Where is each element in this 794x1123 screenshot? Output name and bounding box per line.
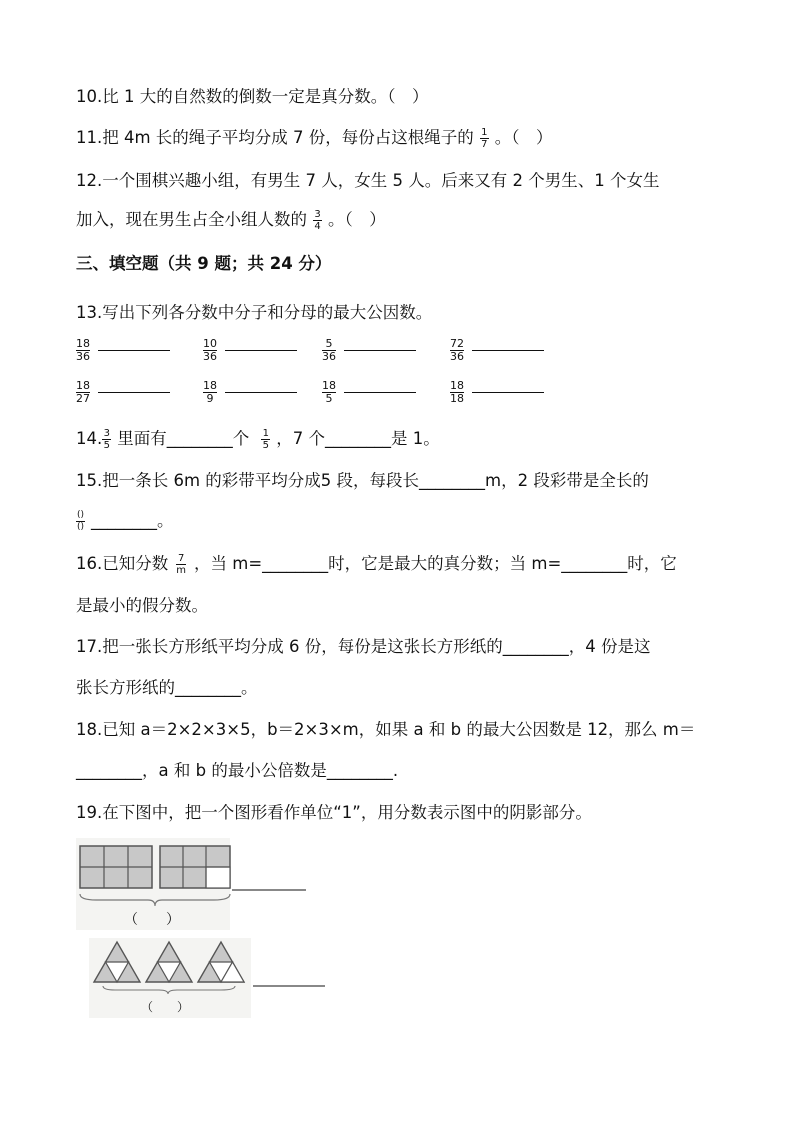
fraction-3-5 xyxy=(102,428,111,451)
fraction-numerator: 5 xyxy=(325,337,333,350)
question-17-line-1 xyxy=(76,636,650,658)
q13-item-7 xyxy=(322,380,416,405)
figure-triangles xyxy=(89,938,329,1022)
question-11 xyxy=(76,127,553,150)
fraction-denominator: 18 xyxy=(450,392,464,405)
question-17-text-2: 张长方形纸的________。 xyxy=(76,678,258,697)
answer-blank[interactable] xyxy=(472,350,544,351)
fraction-denominator: 27 xyxy=(76,392,90,405)
fraction-numerator: 18 xyxy=(322,379,336,392)
fraction-denominator: 36 xyxy=(203,350,217,363)
fraction-denominator: 9 xyxy=(206,392,214,405)
fraction-numerator: 18 xyxy=(203,379,217,392)
rectangles-figure xyxy=(76,838,312,930)
figure-rectangles xyxy=(76,838,312,934)
fraction-numerator: 10 xyxy=(203,337,217,350)
fraction-numerator: 1 xyxy=(481,127,488,138)
triangles-figure xyxy=(89,938,329,1018)
question-12-text: 12.一个围棋兴趣小组，有男生 7 人，女生 5 人。后来又有 2 个男生、1 个女生 xyxy=(76,171,660,190)
rectangle-2 xyxy=(160,846,230,888)
fraction-numerator: 18 xyxy=(76,379,90,392)
fraction-7-m xyxy=(176,553,186,576)
question-14 xyxy=(76,428,440,451)
question-12-answer-paren: 。（ ） xyxy=(328,210,386,229)
rectangle-1 xyxy=(80,846,152,888)
fraction-denominator: 36 xyxy=(322,350,336,363)
fraction-numerator: 18 xyxy=(450,379,464,392)
fraction-numerator: 1 xyxy=(262,428,269,439)
fraction-numerator: 7 xyxy=(177,553,185,564)
question-12-text-2: 加入，现在男生占全小组人数的 xyxy=(76,210,307,229)
question-16-line-2 xyxy=(76,595,208,617)
question-19 xyxy=(76,802,592,824)
fraction-denominator: 5 xyxy=(325,392,333,405)
question-15-answer-blank[interactable]: ________。 xyxy=(91,511,174,530)
question-17-line-2 xyxy=(76,677,258,699)
question-18-line-1 xyxy=(76,719,695,741)
fraction-numerator: 3 xyxy=(314,209,321,220)
q13-item-4 xyxy=(450,338,544,363)
question-12-line-1 xyxy=(76,170,659,192)
fraction-numerator: 3 xyxy=(103,428,110,439)
section-3-title-text: 三、填空题（共 9 题；共 24 分） xyxy=(76,254,332,273)
fraction-denominator: 5 xyxy=(262,440,269,451)
answer-blank[interactable] xyxy=(225,392,297,393)
fraction-denominator: 36 xyxy=(76,350,90,363)
question-15-line-1 xyxy=(76,470,649,492)
question-19-text: 19.在下图中，把一个图形看作单位“1”，用分数表示图中的阴影部分。 xyxy=(76,803,592,822)
question-18-text: 18.已知 a＝2×2×3×5，b＝2×3×m，如果 a 和 b 的最大公因数是 12，那么 m＝ xyxy=(76,720,696,739)
question-15-text: 15.把一条长 6m 的彩带平均分成5 段，每段长________m，2 段彩带是全长的 xyxy=(76,471,649,490)
q13-item-3 xyxy=(322,338,416,363)
answer-blank[interactable] xyxy=(344,350,416,351)
question-10 xyxy=(76,86,428,108)
q13-item-8 xyxy=(450,380,544,405)
question-14-text-2: ，7 个________是 1。 xyxy=(276,429,440,448)
question-16-text: 16.已知分数 xyxy=(76,554,169,573)
fraction-numerator: 72 xyxy=(450,337,464,350)
fraction-1-5 xyxy=(261,428,270,451)
question-11-answer-paren: 。（ ） xyxy=(494,128,553,147)
q13-item-1 xyxy=(76,338,170,363)
fraction-numerator: () xyxy=(76,510,85,520)
fraction-denominator: 4 xyxy=(314,221,321,232)
fraction-denominator: m xyxy=(176,565,186,576)
answer-blank[interactable] xyxy=(344,392,416,393)
question-16-text-3: 是最小的假分数。 xyxy=(76,596,208,615)
q13-item-6 xyxy=(203,380,297,405)
fraction-blank xyxy=(76,510,85,533)
q13-item-5 xyxy=(76,380,170,405)
question-15-line-2 xyxy=(76,510,174,533)
answer-blank[interactable] xyxy=(98,392,170,393)
fraction-denominator: () xyxy=(76,522,85,532)
q13-item-2 xyxy=(203,338,297,363)
question-18-line-2 xyxy=(76,760,398,782)
question-16-line-1 xyxy=(76,553,677,576)
fraction-denominator: 36 xyxy=(450,350,464,363)
question-18-text-2: ________，a 和 b 的最小公倍数是________. xyxy=(76,761,399,780)
fraction-3-4 xyxy=(313,209,322,232)
question-16-text-2: ，当 m=________时，它是最大的真分数；当 m=________时，它 xyxy=(194,554,677,573)
fraction-1-7 xyxy=(480,127,489,150)
section-3-title xyxy=(76,253,331,275)
answer-blank[interactable] xyxy=(472,392,544,393)
answer-blank[interactable] xyxy=(225,350,297,351)
fraction-numerator: 18 xyxy=(76,337,90,350)
fraction-denominator: 7 xyxy=(481,139,488,150)
question-14-number: 14. xyxy=(76,429,103,448)
question-12-line-2 xyxy=(76,209,386,232)
answer-blank[interactable] xyxy=(98,350,170,351)
question-11-text: 11.把 4m 长的绳子平均分成 7 份，每份占这根绳子的 xyxy=(76,128,474,147)
question-10-text: 10.比 1 大的自然数的倒数一定是真分数。（ ） xyxy=(76,87,429,106)
figure-2-paren: （ ） xyxy=(141,1000,190,1014)
fraction-denominator: 5 xyxy=(103,440,110,451)
question-13-text: 13.写出下列各分数中分子和分母的最大公因数。 xyxy=(76,303,433,322)
question-14-text: 里面有________个 xyxy=(117,429,250,448)
question-13 xyxy=(76,302,432,324)
question-17-text: 17.把一张长方形纸平均分成 6 份，每份是这张长方形纸的________，4 份是这 xyxy=(76,637,651,656)
figure-1-paren: （ ） xyxy=(124,912,180,928)
